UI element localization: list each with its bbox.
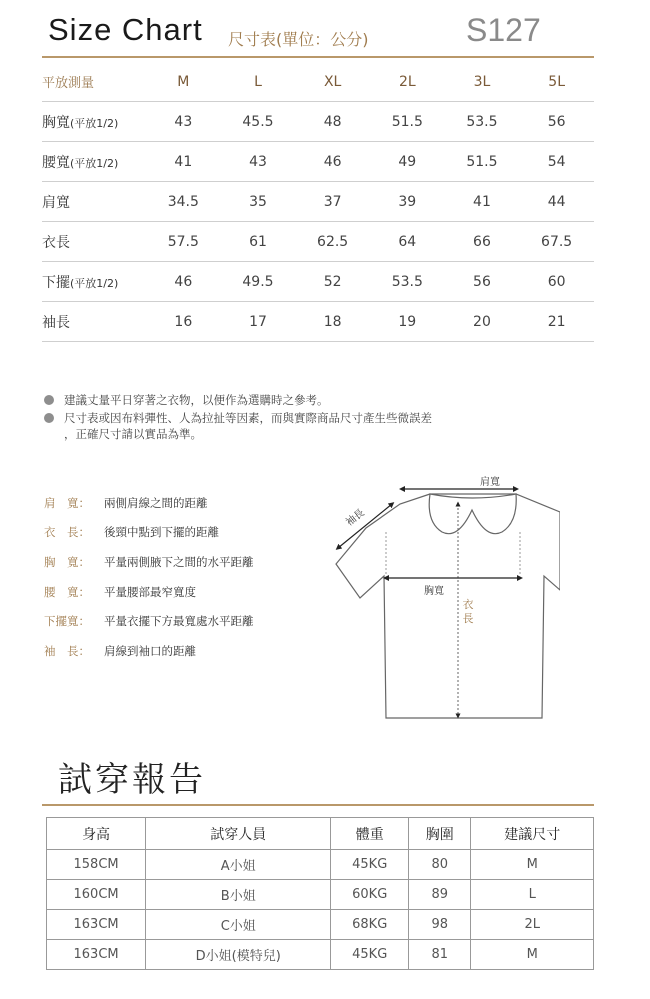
size-cell: 44 [519,182,594,222]
size-header: 2L [370,62,445,102]
tryon-cell: 98 [409,910,471,940]
definition-term: 肩 寬： [44,495,90,510]
tryon-cell: 80 [409,850,471,880]
definition-term: 衣 長： [44,525,90,540]
size-cell: 51.5 [445,142,520,182]
size-header: XL [295,62,370,102]
tryon-cell: 160CM [47,880,146,910]
size-cell: 54 [519,142,594,182]
notes [44,392,604,444]
tryon-cell: A小姐 [146,850,331,880]
tryon-header: 建議尺寸 [471,818,594,850]
note-item [44,392,604,408]
size-cell: 19 [370,302,445,342]
tryon-cell: 89 [409,880,471,910]
tryon-cell: 45KG [331,940,409,970]
tryon-row [47,880,594,910]
row-label: 胸寬(平放1/2) [42,102,146,142]
definition-desc: 平量兩側腋下之間的水平距離 [104,554,254,569]
size-cell: 66 [445,222,520,262]
definition-item [44,636,324,666]
size-cell: 67.5 [519,222,594,262]
tryon-header: 身高 [47,818,146,850]
note-item [44,410,604,442]
header-divider [42,56,594,58]
bullet-dot-icon [44,395,54,405]
row-label: 下擺(平放1/2) [42,262,146,302]
report-title: 試穿報告 [58,760,206,800]
length-label-1: 衣 [462,598,474,611]
size-cell: 57.5 [146,222,221,262]
definition-desc: 平量腰部最窄寬度 [104,584,196,599]
tryon-cell: 45KG [331,850,409,880]
tryon-cell: 163CM [47,940,146,970]
size-header: 5L [519,62,594,102]
measurement-definitions [44,488,324,666]
tryon-table [46,817,594,970]
size-cell: 53.5 [370,262,445,302]
size-cell: 45.5 [221,102,296,142]
sleeve-label: 袖長 [344,507,367,529]
title-zh: 尺寸表(單位：公分) [228,30,369,49]
size-cell: 46 [295,142,370,182]
size-row-chest [42,102,594,142]
tryon-cell: 68KG [331,910,409,940]
size-table-corner: 平放測量 [42,62,146,102]
size-cell: 56 [519,102,594,142]
tryon-cell: 2L [471,910,594,940]
tryon-header: 體重 [331,818,409,850]
size-row-sleeve [42,302,594,342]
length-label-2: 長 [462,612,474,625]
tryon-cell: 81 [409,940,471,970]
size-cell: 39 [370,182,445,222]
size-cell: 62.5 [295,222,370,262]
size-cell: 53.5 [445,102,520,142]
size-cell: 52 [295,262,370,302]
size-cell: 56 [445,262,520,302]
tryon-cell: 60KG [331,880,409,910]
bullet-dot-icon [44,413,54,423]
size-cell: 34.5 [146,182,221,222]
row-label: 衣長 [42,222,146,262]
size-cell: 18 [295,302,370,342]
tryon-cell: C小姐 [146,910,331,940]
tryon-cell: L [471,880,594,910]
size-cell: 49.5 [221,262,296,302]
size-cell: 64 [370,222,445,262]
tryon-cell: M [471,940,594,970]
tryon-cell: 158CM [47,850,146,880]
tryon-header: 試穿人員 [146,818,331,850]
row-label: 肩寬 [42,182,146,222]
definition-item [44,547,324,577]
size-cell: 37 [295,182,370,222]
definition-item [44,488,324,518]
row-label: 腰寬(平放1/2) [42,142,146,182]
note-text: 尺寸表或因布料彈性、人為拉扯等因素，而與實際商品尺寸產生些微誤差 ，正確尺寸請以實品為準。 [64,411,432,441]
size-cell: 21 [519,302,594,342]
size-table-header [42,62,594,102]
size-cell: 60 [519,262,594,302]
tryon-header-row [47,818,594,850]
definition-item [44,577,324,607]
shirt-measurement-diagram [330,472,560,722]
definition-term: 袖 長： [44,643,90,658]
tryon-cell: M [471,850,594,880]
size-cell: 35 [221,182,296,222]
note-text: 建議丈量平日穿著之衣物，以便作為選購時之參考。 [64,393,329,407]
size-cell: 41 [146,142,221,182]
size-cell: 51.5 [370,102,445,142]
title-en: Size Chart [48,12,203,47]
size-header: L [221,62,296,102]
size-header: 3L [445,62,520,102]
size-row-shoulder [42,182,594,222]
size-row-length [42,222,594,262]
definition-term: 下擺寬： [44,614,90,629]
tryon-row [47,940,594,970]
definition-desc: 肩線到袖口的距離 [104,643,196,658]
size-cell: 17 [221,302,296,342]
size-row-waist [42,142,594,182]
size-cell: 46 [146,262,221,302]
size-cell: 43 [146,102,221,142]
size-cell: 61 [221,222,296,262]
size-cell: 16 [146,302,221,342]
row-label: 袖長 [42,302,146,342]
product-code: S127 [466,12,541,48]
size-cell: 48 [295,102,370,142]
size-header: M [146,62,221,102]
size-cell: 41 [445,182,520,222]
tryon-header: 胸圍 [409,818,471,850]
definition-term: 腰 寬： [44,584,90,599]
tryon-row [47,910,594,940]
tryon-cell: 163CM [47,910,146,940]
chest-label: 胸寬 [424,586,444,597]
definition-term: 胸 寬： [44,554,90,569]
tryon-cell: D小姐(模特兒) [146,940,331,970]
tryon-row [47,850,594,880]
definition-item [44,518,324,548]
size-cell: 49 [370,142,445,182]
size-cell: 20 [445,302,520,342]
tryon-cell: B小姐 [146,880,331,910]
definition-desc: 後頸中點到下擺的距離 [104,525,219,540]
definition-desc: 兩側肩線之間的距離 [104,495,208,510]
shoulder-label: 肩寬 [480,477,500,488]
definition-item [44,606,324,636]
report-divider [42,804,594,806]
size-table [42,62,594,342]
size-row-hem [42,262,594,302]
size-cell: 43 [221,142,296,182]
definition-desc: 平量衣擺下方最寬處水平距離 [104,614,254,629]
